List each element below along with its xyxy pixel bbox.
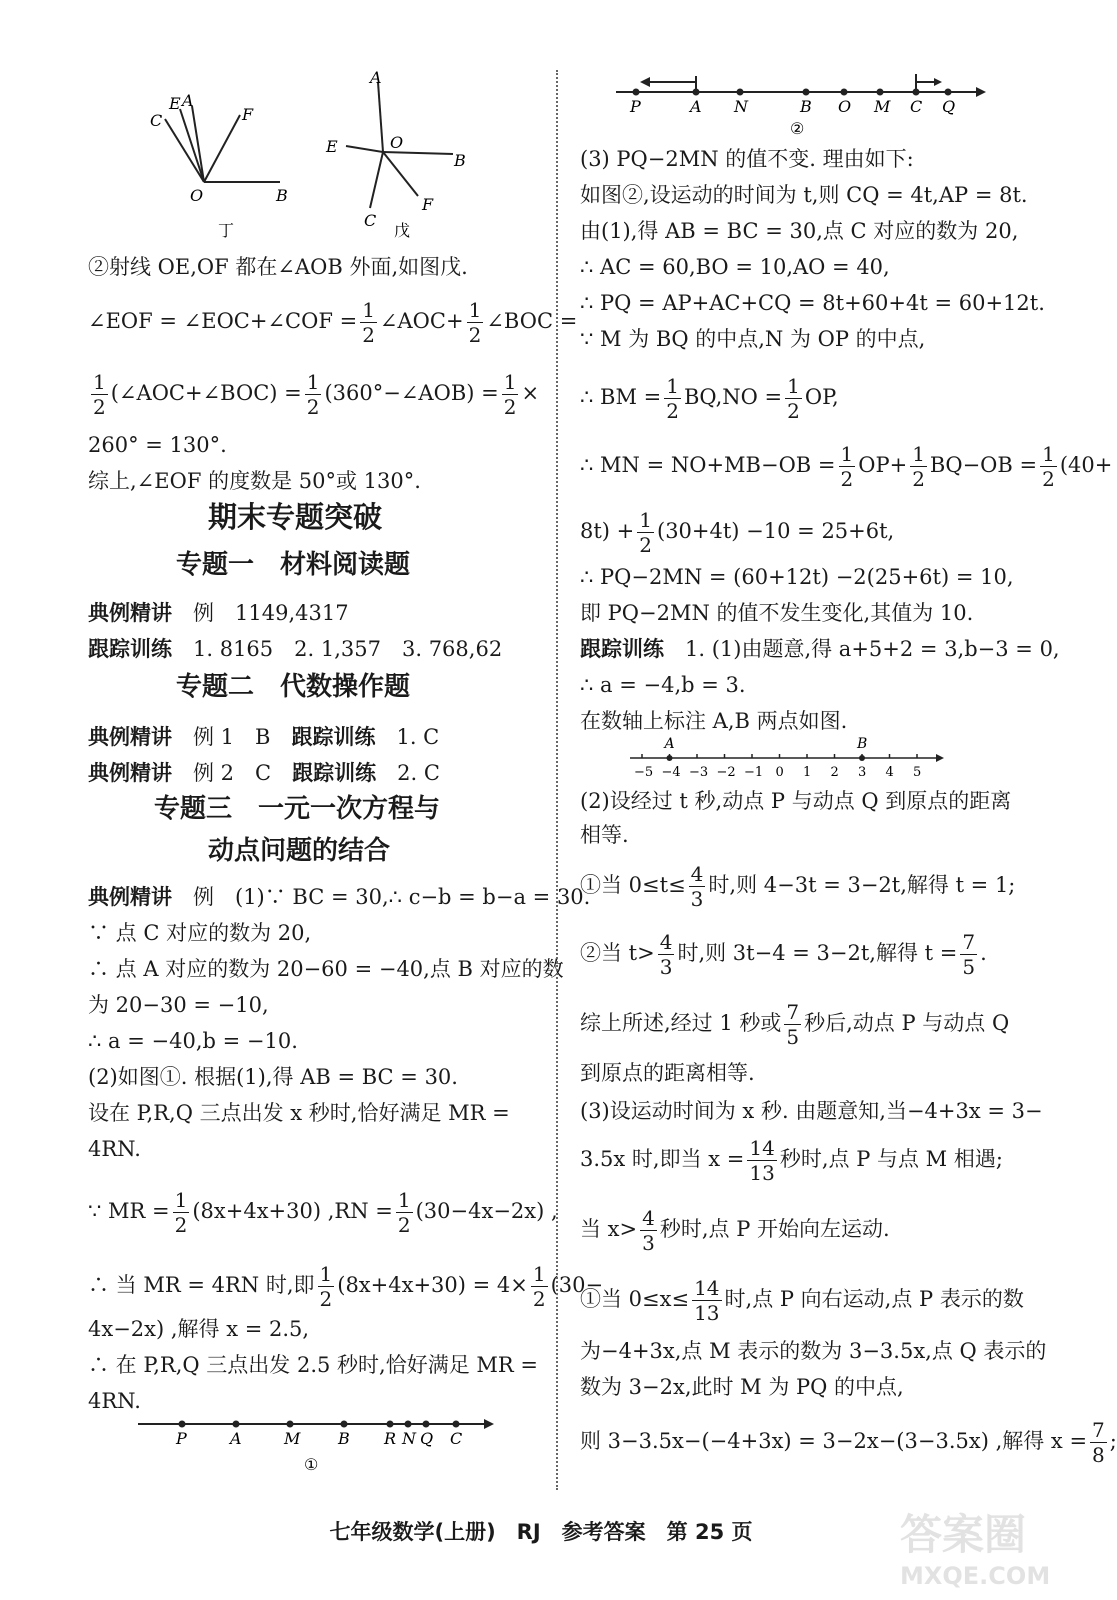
axis-point-a: [667, 755, 673, 761]
fraction: $\frac{7}{5}$: [962, 930, 976, 979]
axis-tick-label: −1: [744, 765, 764, 780]
fig-wu-caption: 戊: [394, 221, 411, 240]
axis-tick-label: 2: [830, 765, 839, 780]
text-line: 综上,∠EOF 的度数是 50°或 130°.: [88, 469, 421, 493]
text-line: ∴ a = −4,b = 3.: [580, 673, 746, 697]
equation-line: ②当 t> $\frac{4}{3}$ 时,则 3t−4 = 3−2t,解得 t = $\frac{7}{5}$ .: [580, 930, 987, 979]
fraction: $\frac{1}{2}$: [1042, 442, 1055, 491]
axis-tick-label: −4: [661, 765, 681, 780]
answer-row: 典例精讲 例 1149,4317: [88, 601, 349, 625]
fig1-point-c: [453, 1421, 460, 1428]
text-line: (3) PQ−2MN 的值不变. 理由如下:: [580, 147, 914, 171]
fig1-caption: ①: [304, 1455, 319, 1474]
fig1-label-q: Q: [420, 1429, 434, 1448]
text-line: 在数轴上标注 A,B 两点如图.: [580, 709, 848, 733]
number-line-figure-2: [610, 70, 990, 140]
fraction: $\frac{4}{3}$: [690, 862, 704, 911]
text-line: 260° = 130°.: [88, 433, 227, 457]
axis-tick-label: 5: [913, 765, 922, 780]
fig-wu-label-o: O: [390, 133, 404, 152]
topic-heading: 专题二 代数操作题: [176, 672, 411, 702]
axis-tick-label: 3: [858, 765, 867, 780]
fig2-point-o: [841, 89, 848, 96]
text-line: 设在 P,R,Q 三点出发 x 秒时,恰好满足 MR =: [88, 1101, 510, 1125]
axis-tick-label: 1: [803, 765, 812, 780]
text-line: ∴ 在 P,R,Q 三点出发 2.5 秒时,恰好满足 MR =: [88, 1353, 538, 1377]
fig-wu-label-e: E: [326, 137, 338, 156]
text-line: 典例精讲 例 (1)∵ BC = 30,∴ c−b = b−a = 30.: [88, 885, 591, 909]
fraction: $\frac{1}{2}$: [468, 298, 482, 347]
fraction: $\frac{1}{2}$: [666, 374, 679, 423]
fig2-point-p: [633, 89, 640, 96]
text-line: (3)设运动时间为 x 秒. 由题意知,当−4+3x = 3−: [580, 1099, 1043, 1123]
fig1-point-n: [405, 1421, 412, 1428]
fraction: $\frac{1}{2}$: [503, 370, 517, 419]
fraction: $\frac{1}{2}$: [319, 1262, 333, 1311]
fig1-point-b: [341, 1421, 348, 1428]
text-line: 相等.: [580, 823, 629, 847]
axis-point-label-b: B: [857, 736, 868, 752]
text-line: 如图②,设运动的时间为 t,则 CQ = 4t,AP = 8t.: [580, 183, 1028, 207]
fig2-point-a: [693, 89, 700, 96]
fig-wu-label-f: F: [422, 195, 434, 214]
fig2-label-m: M: [874, 97, 891, 116]
fig2-label-o: O: [838, 97, 852, 116]
fig1-point-q: [423, 1421, 430, 1428]
topic-heading: 专题三 一元一次方程与: [154, 794, 441, 824]
answer-row: 跟踪训练 1. 8165 2. 1,357 3. 768,62: [88, 637, 503, 661]
section-title: 期末专题突破: [208, 500, 383, 534]
text-line: ∴ a = −40,b = −10.: [88, 1029, 298, 1053]
equation-line: 当 x> $\frac{4}{3}$ 秒时,点 P 开始向左运动.: [580, 1206, 890, 1255]
equation-line: $\frac{1}{2}$ (∠AOC+∠BOC) = $\frac{1}{2}$ (360°−∠AOB) = $\frac{1}{2}$ ×: [93, 370, 540, 419]
axis-point-label-a: A: [664, 736, 675, 752]
fraction: $\frac{1}{2}$: [362, 298, 375, 347]
fraction: $\frac{1}{2}$: [397, 1188, 411, 1237]
fraction: $\frac{4}{3}$: [642, 1206, 655, 1255]
fraction: $\frac{14}{13}$: [749, 1136, 775, 1185]
text-line: ∴ PQ = AP+AC+CQ = 8t+60+4t = 60+12t.: [580, 291, 1045, 315]
axis-point-b: [859, 755, 865, 761]
equation-line: ①当 0≤t≤ $\frac{4}{3}$ 时,则 4−3t = 3−2t,解得 t = 1;: [580, 862, 1016, 911]
fig2-caption: ②: [790, 119, 805, 138]
number-axis-figure: [624, 736, 954, 782]
fig-ding-label-o: O: [190, 186, 204, 205]
text-line: 数为 3−2x,此时 M 为 PQ 的中点,: [580, 1375, 904, 1399]
fraction: $\frac{1}{2}$: [93, 370, 106, 419]
page-footer: 七年级数学(上册) RJ 参考答案 第 25 页: [329, 1520, 753, 1544]
fig2-label-q: Q: [942, 97, 956, 116]
watermark-logo: 答案圈 MXQE.COM: [900, 1510, 1051, 1590]
answer-row: 典例精讲 例 2 C 跟踪训练 2. C: [88, 761, 440, 785]
fraction: $\frac{4}{3}$: [659, 930, 673, 979]
fig2-label-p: P: [630, 97, 641, 116]
fig2-point-q: [945, 89, 952, 96]
fig2-point-n: [737, 89, 744, 96]
fig1-point-p: [179, 1421, 186, 1428]
equation-line: ①当 0≤x≤ $\frac{14}{13}$ 时,点 P 向右运动,点 P 表示的数: [580, 1276, 1024, 1325]
axis-tick-label: −2: [716, 765, 736, 780]
text-line: 即 PQ−2MN 的值不发生变化,其值为 10.: [580, 601, 974, 625]
fig1-label-p: P: [176, 1429, 187, 1448]
fig2-point-b: [803, 89, 810, 96]
figure-wu: [318, 68, 478, 243]
axis-tick-label: 4: [885, 765, 894, 780]
equation-line: ∠EOF = ∠EOC+∠COF = $\frac{1}{2}$ ∠AOC+ $\frac{1}{2}$ ∠BOC =: [88, 298, 578, 347]
fig1-label-m: M: [284, 1429, 301, 1448]
fig-ding-label-c: C: [150, 111, 163, 130]
equation-line: ∴ 当 MR = 4RN 时,即 $\frac{1}{2}$ (8x+4x+30) = 4× $\frac{1}{2}$ (30−: [88, 1262, 604, 1311]
fig2-point-c: [913, 89, 920, 96]
fig1-label-b: B: [338, 1429, 350, 1448]
fig-wu-label-b: B: [454, 151, 466, 170]
fraction: $\frac{7}{5}$: [786, 1000, 800, 1049]
number-line-figure-1: [128, 1414, 508, 1476]
equation-line: ∴ BM = $\frac{1}{2}$ BQ,NO = $\frac{1}{2}$ OP,: [580, 374, 839, 423]
fig-wu-label-c: C: [364, 211, 377, 230]
text-line: 4x−2x) ,解得 x = 2.5,: [88, 1317, 310, 1341]
equation-line: 则 3−3.5x−(−4+3x) = 3−2x−(3−3.5x) ,解得 x = $\frac{7}{8}$ ;: [580, 1418, 1117, 1467]
fraction: $\frac{1}{2}$: [912, 442, 925, 491]
fig2-label-b: B: [800, 97, 812, 116]
fraction: $\frac{1}{2}$: [306, 370, 320, 419]
text-line: ②射线 OE,OF 都在∠AOB 外面,如图戊.: [88, 255, 468, 279]
equation-line: 3.5x 时,即当 x = $\frac{14}{13}$ 秒时,点 P 与点 M 相遇;: [580, 1136, 1003, 1185]
text-line: 为 20−30 = −10,: [88, 993, 269, 1017]
text-line: ∵ 点 C 对应的数为 20,: [88, 921, 312, 945]
text-line: (2)设经过 t 秒,动点 P 与动点 Q 到原点的距离: [580, 789, 1012, 813]
fig2-label-n: N: [734, 97, 748, 116]
fig1-point-a: [233, 1421, 240, 1428]
equation-line: ∵ MR = $\frac{1}{2}$ (8x+4x+30) ,RN = $\frac{1}{2}$ (30−4x−2x) ,: [88, 1188, 558, 1237]
fig-ding-caption: 丁: [218, 221, 235, 240]
column-divider: [556, 70, 558, 1490]
text-line: ∴ AC = 60,BO = 10,AO = 40,: [580, 255, 890, 279]
text-line: ∵ M 为 BQ 的中点,N 为 OP 的中点,: [580, 327, 926, 351]
fig1-label-a: A: [230, 1429, 242, 1448]
fig1-label-c: C: [450, 1429, 463, 1448]
equation-line: 综上所述,经过 1 秒或 $\frac{7}{5}$ 秒后,动点 P 与动点 Q: [580, 1000, 1010, 1049]
fig1-label-r: R: [384, 1429, 397, 1448]
figure-ding: [140, 90, 310, 240]
text-line: 由(1),得 AB = BC = 30,点 C 对应的数为 20,: [580, 219, 1019, 243]
fig-ding-label-e: E: [169, 94, 181, 113]
fig1-point-r: [387, 1421, 394, 1428]
text-line: 4RN.: [88, 1137, 141, 1161]
topic-heading: 动点问题的结合: [208, 836, 391, 866]
fig-ding-label-a: A: [182, 91, 194, 110]
text-line: ∴ 点 A 对应的数为 20−60 = −40,点 B 对应的数: [88, 957, 564, 981]
text-line: 为−4+3x,点 M 表示的数为 3−3.5x,点 Q 表示的: [580, 1339, 1047, 1363]
fig-ding-label-b: B: [276, 186, 288, 205]
text-line: 到原点的距离相等.: [580, 1061, 755, 1085]
fraction: $\frac{7}{8}$: [1092, 1418, 1105, 1467]
fig-wu-label-a: A: [370, 68, 382, 87]
equation-line: ∴ MN = NO+MB−OB = $\frac{1}{2}$ OP+ $\frac{1}{2}$ BQ−OB = $\frac{1}{2}$ (40+: [580, 442, 1113, 491]
text-line: (2)如图①. 根据(1),得 AB = BC = 30.: [88, 1065, 458, 1089]
fig-ding-label-f: F: [242, 105, 254, 124]
fig2-point-m: [877, 89, 884, 96]
fraction: $\frac{1}{2}$: [639, 508, 652, 557]
fig2-label-a: A: [690, 97, 702, 116]
answer-row: 典例精讲 例 1 B 跟踪训练 1. C: [88, 725, 440, 749]
text-line: 4RN.: [88, 1389, 141, 1413]
text-line: 跟踪训练 1. (1)由题意,得 a+5+2 = 3,b−3 = 0,: [580, 637, 1060, 661]
fig1-point-m: [287, 1421, 294, 1428]
fraction: $\frac{1}{2}$: [174, 1188, 188, 1237]
fraction: $\frac{14}{13}$: [694, 1276, 720, 1325]
fraction: $\frac{1}{2}$: [787, 374, 800, 423]
fraction: $\frac{1}{2}$: [532, 1262, 546, 1311]
axis-tick-label: −5: [634, 765, 654, 780]
fraction: $\frac{1}{2}$: [840, 442, 854, 491]
equation-line: 8t) + $\frac{1}{2}$ (30+4t) −10 = 25+6t,: [580, 508, 895, 557]
axis-tick-label: 0: [775, 765, 784, 780]
axis-tick-label: −3: [689, 765, 709, 780]
fig1-label-n: N: [402, 1429, 416, 1448]
text-line: ∴ PQ−2MN = (60+12t) −2(25+6t) = 10,: [580, 565, 1014, 589]
fig2-label-c: C: [910, 97, 923, 116]
topic-heading: 专题一 材料阅读题: [176, 550, 411, 580]
